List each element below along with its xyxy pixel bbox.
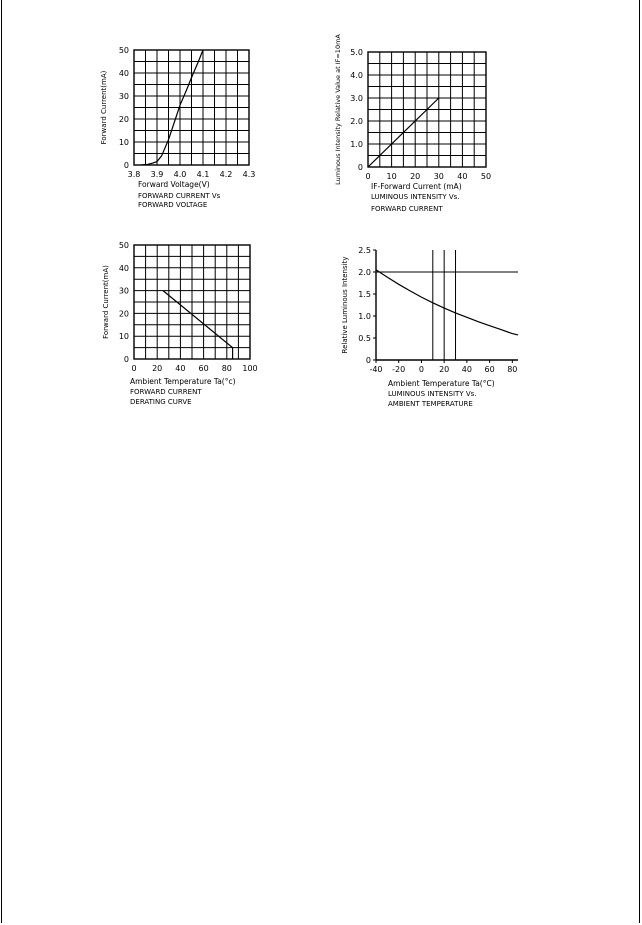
caption-line-1: LUMINOUS INTENSITY Vs. [371,193,460,201]
x-tick-label: 3.8 [127,170,141,179]
y-tick-label: 10 [118,138,129,147]
x-tick-label: 0 [365,172,371,181]
y-tick-label: 3.0 [350,94,363,103]
x-tick-label: 20 [152,364,163,373]
chart-grid [134,245,250,359]
y-tick-label: 40 [118,263,129,273]
caption-line-1: FORWARD CURRENT [130,388,202,396]
y-tick-label: 0 [357,163,363,172]
y-tick-label: 2.5 [358,246,371,255]
x-tick-label: 60 [484,365,495,374]
x-tick-labels [131,364,257,373]
chart-grid [134,50,249,165]
x-tick-label: 40 [457,172,468,181]
y-tick-label: 2.0 [358,268,371,277]
y-tick-label: 10 [118,332,129,342]
y-tick-labels [119,241,129,364]
y-tick-label: 2.0 [350,117,363,126]
caption-line-2: FORWARD CURRENT [371,205,443,213]
y-tick-labels [350,48,363,172]
x-tick-label: 40 [461,365,472,374]
chart-curve [376,270,518,335]
y-tick-labels [119,46,129,170]
y-tick-label: 30 [118,286,129,296]
y-tick-label: 0 [123,161,129,170]
x-tick-label: 60 [198,364,209,373]
chart-luminous-intensity-vs-temperature [341,246,518,408]
y-axis-label: Forward Current(mA) [100,70,108,145]
y-tick-label: 20 [118,309,129,319]
y-tick-label: 0.5 [358,334,371,343]
caption-line-1: LUMINOUS INTENSITY Vs. [388,390,477,398]
y-tick-label: 0 [365,356,371,365]
x-axis-label: Ambient Temperature Ta(°C) [388,379,495,388]
x-tick-label: 0 [418,365,424,374]
x-axis-label: Ambient Temperature Ta(°c) [130,377,236,386]
chart-forward-current-vs-voltage [100,46,255,209]
chart-forward-current-derating [102,241,258,406]
x-tick-label: 50 [480,172,492,181]
y-axis-label: Forward Current(mA) [102,265,110,339]
y-axis-label: Relative Luminous Intensity [341,256,349,354]
x-tick-label: -40 [369,365,383,374]
x-axis-label: Forward Voltage(V) [138,180,210,189]
x-tick-label: 10 [386,172,397,181]
chart-luminous-intensity-vs-current [334,34,491,213]
caption-line-2: FORWARD VOLTAGE [138,201,208,209]
caption-line-2: AMBIENT TEMPERATURE [388,400,473,408]
x-tick-label: 80 [221,364,232,373]
y-tick-label: 1.0 [358,312,371,321]
x-tick-label: 4.2 [219,170,233,179]
y-tick-label: 1.0 [350,140,363,149]
y-tick-label: 5.0 [350,48,363,57]
x-tick-label: 3.9 [150,170,164,179]
y-tick-labels [358,246,371,365]
x-tick-labels [369,365,517,374]
x-tick-labels [128,170,256,179]
x-tick-label: 30 [433,172,444,181]
x-tick-label: -20 [392,365,406,374]
x-tick-labels [365,172,491,181]
x-tick-label: 0 [131,364,137,373]
x-tick-label: 100 [242,364,258,373]
x-tick-label: 4.1 [196,170,210,179]
x-tick-label: 80 [507,365,518,374]
x-axis-label: IF-Forward Current (mA) [371,182,462,191]
caption-line-1: FORWARD CURRENT Vs [138,192,221,200]
x-tick-label: 20 [410,172,421,181]
y-tick-label: 1.5 [358,290,371,299]
y-tick-label: 40 [118,69,129,78]
y-tick-label: 30 [118,92,129,101]
x-tick-label: 4.3 [242,170,256,179]
x-tick-label: 20 [439,365,450,374]
y-tick-label: 50 [118,241,129,250]
y-axis-label: Luminous Intensity Relative Value at IF=10mA [334,34,342,185]
y-tick-label: 4.0 [350,71,363,80]
x-tick-label: 4.0 [173,170,187,179]
y-tick-label: 50 [118,46,129,55]
caption-line-2: DERATING CURVE [130,398,192,406]
x-tick-label: 40 [175,364,186,373]
chart-grid [373,250,518,363]
y-tick-label: 20 [118,115,129,124]
y-tick-label: 0 [123,355,129,364]
